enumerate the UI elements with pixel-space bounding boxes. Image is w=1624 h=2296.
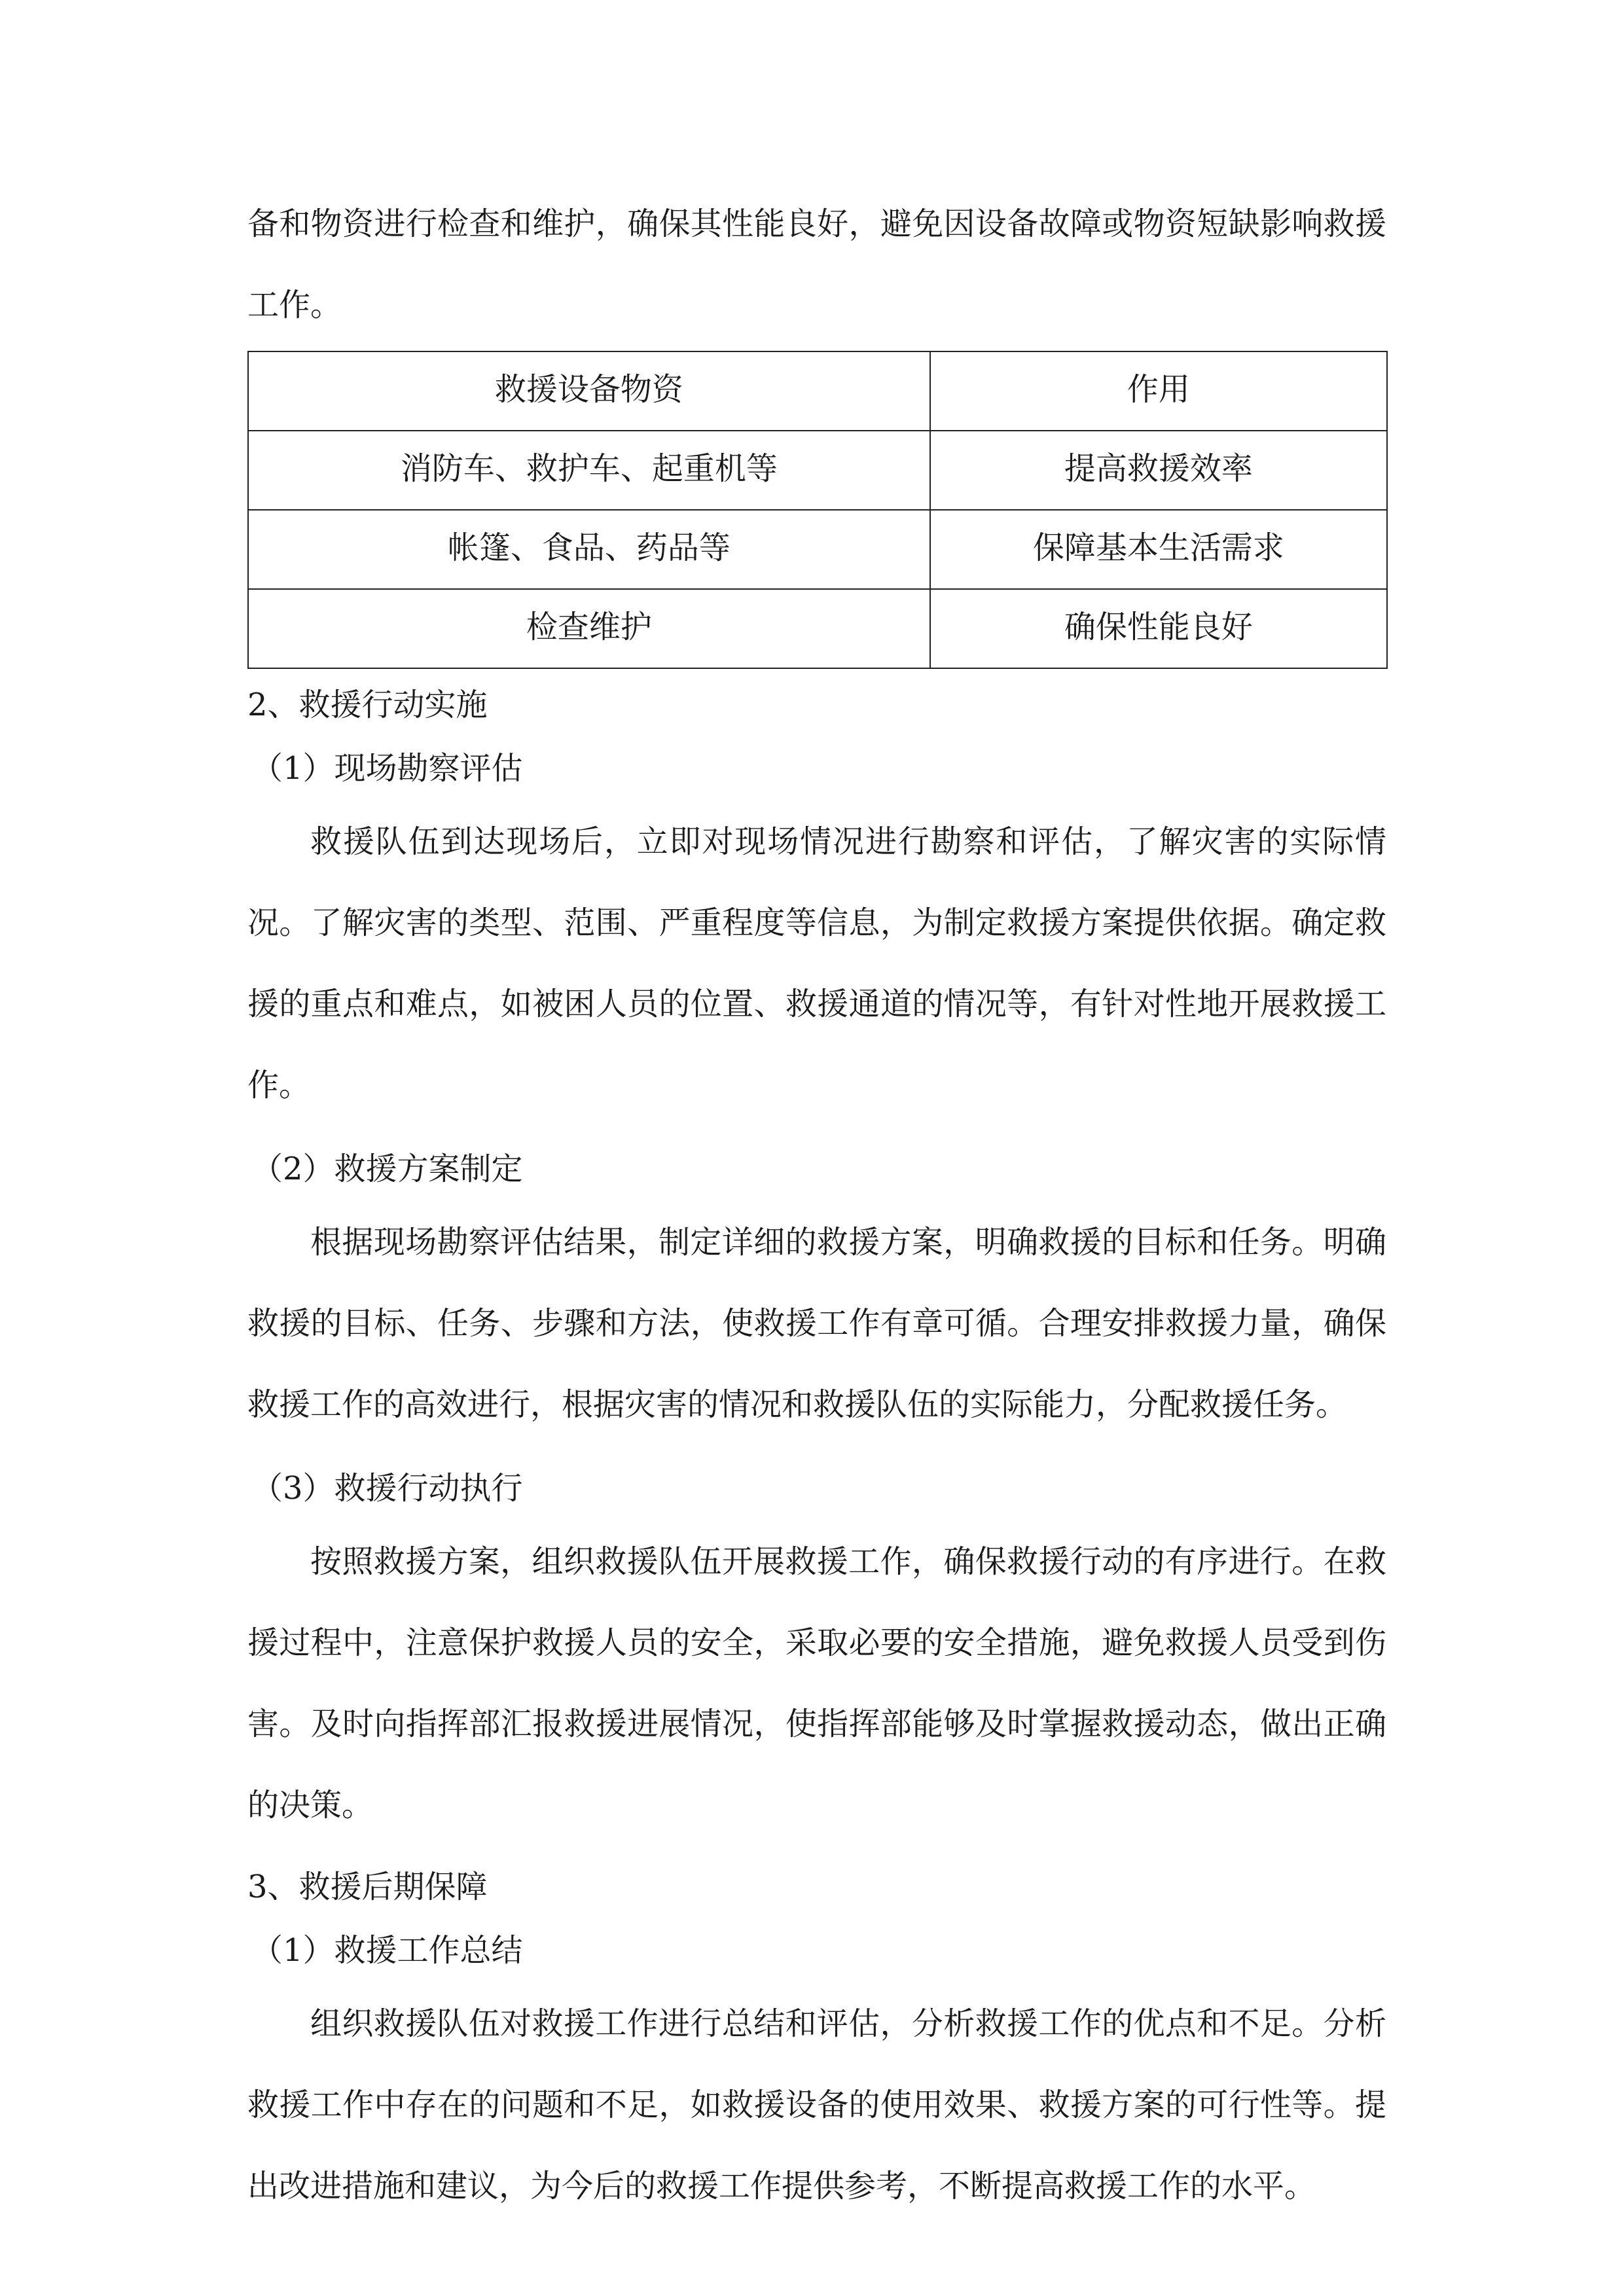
table-cell: 检查维护: [248, 589, 930, 668]
table-cell: 确保性能良好: [930, 589, 1387, 668]
table-header-row: [248, 351, 1387, 431]
section-2-3-heading: （3）救援行动执行: [251, 1470, 523, 1507]
table-cell: 保障基本生活需求: [930, 510, 1387, 589]
section-2-3-paragraph: 按照救援方案，组织救援队伍开展救援工作，确保救援行动的有序进行。在救援过程中，注意保护救援人员的安全，采取必要的安全措施，避免救援人员受到伤害。及时向指挥部汇报救援进展情况，使指挥部能够及时掌握救援动态，做出正确的决策。: [247, 1543, 1386, 1823]
section-2-2-paragraph: 根据现场勘察评估结果，制定详细的救援方案，明确救援的目标和任务。明确救援的目标、任务、步骤和方法，使救援工作有章可循。合理安排救援力量，确保救援工作的高效进行，根据灾害的情况和救援队伍的实际能力，分配救援任务。: [247, 1224, 1386, 1423]
table-cell: 提高救援效率: [930, 431, 1387, 510]
intro-paragraph: 备和物资进行检查和维护，确保其性能良好，避免因设备故障或物资短缺影响救援工作。: [247, 206, 1386, 323]
section-2-1-heading: （1）现场勘察评估: [251, 750, 523, 787]
section-3-1-paragraph: 组织救援队伍对救援工作进行总结和评估，分析救援工作的优点和不足。分析救援工作中存在的问题和不足，如救援设备的使用效果、救援方案的可行性等。提出改进措施和建议，为今后的救援工作提供参考，不断提高救援工作的水平。: [247, 2005, 1386, 2204]
equipment-table: [247, 351, 1388, 669]
section-2-2-heading: （2）救援方案制定: [251, 1151, 523, 1187]
section-2-1-paragraph: 救援队伍到达现场后，立即对现场情况进行勘察和评估，了解灾害的实际情况。了解灾害的类型、范围、严重程度等信息，为制定救援方案提供依据。确定救援的重点和难点，如被困人员的位置、救援通道的情况等，有针对性地开展救援工作。: [247, 823, 1386, 1103]
section-3-heading: 3、救援后期保障: [247, 1869, 488, 1905]
document-page: [247, 183, 1386, 2227]
table-row: [248, 589, 1387, 668]
table-header-cell: 救援设备物资: [248, 351, 930, 431]
table-row: [248, 431, 1387, 510]
table-cell: 消防车、救护车、起重机等: [248, 431, 930, 510]
section-3-1-heading: （1）救援工作总结: [251, 1932, 523, 1969]
section-2-heading: 2、救援行动实施: [247, 687, 488, 723]
table-cell: 帐篷、食品、药品等: [248, 510, 930, 589]
table-header-cell: 作用: [930, 351, 1387, 431]
table-row: [248, 510, 1387, 589]
